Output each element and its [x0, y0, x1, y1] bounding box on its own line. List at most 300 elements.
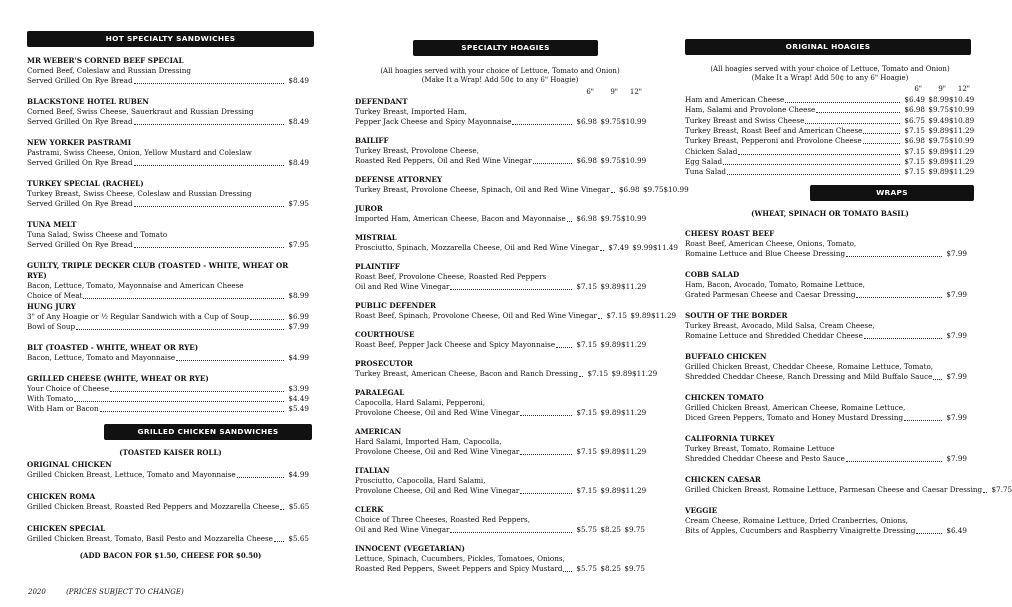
item-price: $7.95 [288, 199, 309, 208]
menu-item [27, 343, 309, 363]
item-price: $9.99 [632, 243, 653, 252]
item-text: Grilled Chicken Breast, Cheddar Cheese, Romaine Lettuce, Tomato, [685, 362, 934, 371]
item-price: $11.29 [621, 340, 647, 349]
item-price-line [27, 353, 309, 363]
item-description [355, 272, 645, 282]
leader-dots [846, 256, 942, 257]
item-text: Served Grilled On Rye Bread [27, 117, 133, 126]
item-price: $11.29 [949, 125, 975, 135]
item-price: $7.15 [904, 125, 925, 135]
menu-item [355, 388, 645, 418]
item-description [27, 148, 309, 158]
item-name: DEFENSE ATTORNEY [355, 175, 443, 184]
item-text: Shredded Cheddar Cheese and Pesto Sauce [685, 454, 845, 463]
menu-item [355, 330, 645, 350]
item-name: CALIFORNIA TURKEY [685, 434, 775, 443]
size-9: 9" [938, 85, 946, 93]
item-price-line [355, 486, 645, 496]
item-price: $5.75 [576, 525, 597, 534]
item-name: CHICKEN TOMATO [685, 393, 764, 402]
leader-dots [785, 102, 900, 103]
item-text: Diced Green Peppers, Tomato and Honey Mustard Dressing [685, 413, 904, 422]
item-text: Turkey Breast, Imported Ham, [355, 107, 467, 116]
item-text: Grilled Chicken Breast, American Cheese, Romaine Lettuce, [685, 403, 906, 412]
item-price-line [685, 485, 1012, 495]
item-text: Romaine Lettuce and Shredded Cheddar Cheese [685, 331, 863, 340]
item-description [685, 444, 967, 454]
item-text: Turkey Breast, American Cheese, Bacon and Ranch Dressing [355, 369, 579, 378]
item-text: Grilled Chicken Breast, Romaine Lettuce, Parmesan Cheese and Caesar Dressing [685, 485, 983, 494]
item-price-line [27, 158, 309, 168]
leader-dots [110, 391, 284, 392]
leader-dots [904, 420, 942, 421]
item-price: $11.29 [632, 369, 658, 378]
leader-dots [567, 221, 572, 222]
item-text: Turkey Breast, Roast Beef and American Cheese [685, 125, 863, 135]
item-price-line [355, 340, 645, 350]
item-description [685, 321, 967, 331]
item-text: Roast Beef, Provolone Cheese, Roasted Red Peppers [355, 272, 547, 281]
leader-dots [805, 123, 900, 124]
leader-dots [863, 143, 900, 144]
item-text: Roasted Red Peppers, Oil and Red Wine Vinegar [355, 156, 532, 165]
item-price: $7.15 [576, 340, 597, 349]
item-price-line [27, 76, 309, 86]
item-price: $4.49 [288, 394, 309, 403]
item-text: Grilled Chicken Breast, Lettuce, Tomato and Mayonnaise [27, 470, 236, 479]
menu-item [355, 204, 645, 224]
item-description [685, 362, 967, 372]
menu-item [685, 434, 967, 464]
specialty-note-wrap: (Make It a Wrap! Add 50¢ to any 6" Hoagie) [421, 76, 579, 84]
item-text: Provolone Cheese, Oil and Red Wine Vinegar [355, 408, 520, 417]
leader-dots [274, 541, 284, 542]
specialty-note-toppings: (All hoagies served with your choice of Lettuce, Tomato and Onion) [380, 67, 620, 75]
item-text: Served Grilled On Rye Bread [27, 76, 133, 85]
leader-dots [933, 379, 942, 380]
item-description [355, 437, 645, 447]
item-price: $9.89 [630, 311, 651, 320]
item-price: $7.15 [904, 146, 925, 156]
original-hoagie-row [685, 95, 973, 105]
item-text: Chicken Salad [685, 146, 738, 156]
item-price: $7.95 [288, 240, 309, 249]
leader-dots [76, 329, 284, 330]
item-name: SOUTH OF THE BORDER [685, 311, 788, 320]
leader-dots [100, 411, 284, 412]
item-price: $9.89 [600, 447, 621, 456]
item-text: Tuna Salad [685, 167, 727, 177]
size-6: 6" [914, 85, 922, 93]
item-price-line [685, 372, 967, 382]
leader-dots [280, 509, 284, 510]
item-text: Prosciutto, Capocolla, Hard Salami, [355, 476, 486, 485]
item-description [27, 230, 309, 240]
item-description [355, 476, 645, 486]
item-name: GRILLED CHEESE (WHITE, WHEAT OR RYE) [27, 374, 209, 383]
item-price-line [685, 454, 967, 464]
item-text: Hard Salami, Imported Ham, Capocolla, [355, 437, 502, 446]
item-name: COBB SALAD [685, 270, 740, 279]
item-price-line [27, 240, 309, 250]
item-text: Your Choice of Cheese [27, 384, 109, 393]
item-price: $7.15 [576, 408, 597, 417]
item-price-line [355, 311, 677, 321]
size-12: 12" [957, 85, 970, 93]
item-name: PARALEGAL [355, 388, 405, 397]
leader-dots [134, 165, 284, 166]
item-price: $4.99 [288, 353, 309, 362]
leader-dots [598, 318, 602, 319]
item-price: $5.49 [288, 404, 309, 413]
original-hoagie-row [685, 147, 973, 157]
item-name: VEGGIE [685, 506, 718, 515]
original-hoagie-row [685, 136, 973, 146]
leader-dots [450, 532, 572, 533]
item-price-line [355, 564, 645, 574]
original-note-wrap: (Make It a Wrap! Add 50¢ to any 6" Hoagie) [751, 74, 909, 82]
original-hoagie-row [685, 167, 973, 177]
footer-notice: (PRICES SUBJECT TO CHANGE) [66, 588, 184, 596]
item-description [355, 107, 645, 117]
item-price: $11.29 [621, 282, 647, 291]
original-size-header [898, 84, 970, 94]
item-text: Turkey Breast, Swiss Cheese, Coleslaw and Russian Dressing [27, 189, 252, 198]
leader-dots [533, 163, 572, 164]
item-price-line [355, 282, 645, 292]
item-text: Shredded Cheddar Cheese, Ranch Dressing and Mild Buffalo Sauce [685, 372, 933, 381]
item-price: $9.75 [642, 185, 664, 194]
item-price-line [355, 117, 645, 127]
item-text: Pepper Jack Cheese and Spicy Mayonnaise [355, 117, 512, 126]
item-text: With Ham or Bacon [27, 404, 99, 413]
item-price: $8.49 [288, 158, 309, 167]
leader-dots [74, 401, 284, 402]
item-price: $9.75 [600, 117, 621, 126]
item-price: $7.49 [608, 243, 629, 252]
item-price: $7.99 [288, 322, 309, 331]
item-text: Egg Salad [685, 156, 723, 166]
item-name: BAILIFF [355, 136, 389, 145]
leader-dots [738, 154, 900, 155]
menu-item [27, 179, 309, 209]
item-name: PLAINTIFF [355, 262, 400, 271]
item-text: Grilled Chicken Breast, Tomato, Basil Pesto and Mozzarella Cheese [27, 534, 273, 543]
item-price: $9.89 [611, 369, 633, 378]
menu-item [27, 220, 309, 250]
item-price: $7.75 [991, 485, 1012, 494]
item-name: ORIGINAL CHICKEN [27, 460, 112, 469]
item-price: $10.99 [949, 136, 975, 146]
item-price: $6.98 [904, 136, 925, 146]
item-name: GUILTY, TRIPLE DECKER CLUB (TOASTED - WHITE, WHEAT OR RYE) [27, 261, 289, 280]
menu-item [355, 427, 645, 457]
menu-item [355, 233, 679, 253]
item-price: $9.49 [928, 115, 949, 125]
menu-item [27, 97, 309, 127]
leader-dots [863, 133, 900, 134]
item-price: $11.29 [949, 167, 975, 177]
leader-dots [134, 247, 284, 248]
item-text: Corned Beef, Coleslaw and Russian Dressing [27, 66, 191, 75]
item-text: Turkey Breast, Pepperoni and Provolone Cheese [685, 136, 862, 146]
item-price: $7.15 [576, 447, 597, 456]
item-description [27, 66, 309, 76]
item-description [27, 107, 309, 117]
leader-dots [134, 206, 284, 207]
item-text: Served Grilled On Rye Bread [27, 240, 133, 249]
menu-item [27, 302, 309, 332]
item-price: $7.15 [904, 156, 925, 166]
item-price-line [27, 291, 309, 301]
item-price: $9.89 [600, 340, 621, 349]
item-price-line [685, 290, 967, 300]
addon-note: (ADD BACON FOR $1.50, CHEESE FOR $0.50) [79, 551, 262, 560]
menu-item [355, 301, 677, 321]
item-price-line [685, 413, 967, 423]
item-name: MR WEBER'S CORNED BEEF SPECIAL [27, 56, 184, 65]
menu-item [355, 359, 658, 379]
item-description [355, 554, 645, 564]
item-price: $5.75 [576, 564, 597, 573]
item-text: Romaine Lettuce and Blue Cheese Dressing [685, 249, 846, 258]
item-price: $11.29 [621, 447, 647, 456]
item-price: $10.99 [663, 185, 689, 194]
item-text: Provolone Cheese, Oil and Red Wine Vinegar [355, 447, 520, 456]
item-text: Turkey Breast, Provolone Cheese, Spinach, Oil and Red Wine Vinegar [355, 185, 610, 194]
menu-item [685, 352, 967, 382]
leader-dots [983, 492, 987, 493]
leader-dots [600, 250, 604, 251]
item-name: BLT (TOASTED - WHITE, WHEAT OR RYE) [27, 343, 199, 352]
item-description [355, 515, 645, 525]
menu-item [355, 505, 645, 535]
menu-item [355, 544, 645, 574]
original-hoagie-row [685, 157, 973, 167]
item-text: Bacon, Lettuce, Tomato and Mayonnaise [27, 353, 176, 362]
leader-dots [520, 415, 572, 416]
item-price-line [355, 369, 658, 379]
item-text: Roast Beef, American Cheese, Onions, Tomato, [685, 239, 857, 248]
item-price: $10.99 [949, 105, 975, 115]
item-price: $7.99 [946, 454, 967, 463]
item-price: $10.49 [949, 95, 975, 104]
item-price-line [355, 214, 645, 224]
item-price-line [27, 312, 309, 322]
item-price: $8.49 [288, 117, 309, 126]
item-price: $10.99 [621, 117, 647, 126]
wraps-banner: WRAPS [810, 185, 974, 201]
leader-dots [176, 360, 284, 361]
menu-item [27, 524, 309, 544]
footer-year: 2020 [28, 588, 46, 596]
item-price: $11.29 [949, 146, 975, 156]
item-price: $7.99 [946, 413, 967, 422]
item-name: INNOCENT (VEGETARIAN) [355, 544, 465, 553]
item-price: $7.99 [946, 249, 967, 258]
item-price: $3.99 [288, 384, 309, 393]
item-description [27, 281, 309, 291]
item-description [685, 403, 967, 413]
item-text: Ham and American Cheese [685, 95, 785, 104]
item-text: Lettuce, Spinach, Cucumbers, Pickles, Tomatoes, Onions, [355, 554, 565, 563]
item-price: $9.89 [928, 146, 949, 156]
item-name: MISTRIAL [355, 233, 397, 242]
item-name: CHICKEN CAESAR [685, 475, 761, 484]
leader-dots [520, 493, 572, 494]
item-price: $11.49 [652, 243, 679, 252]
item-price-line [355, 185, 689, 195]
item-price: $9.89 [600, 282, 621, 291]
item-text: 3" of Any Hoagie or ½ Regular Sandwich with a Cup of Soup [27, 312, 249, 321]
item-price-line [27, 394, 309, 404]
item-name: PUBLIC DEFENDER [355, 301, 436, 310]
size-6: 6" [586, 88, 594, 96]
leader-dots [727, 174, 900, 175]
item-name: PROSECUTOR [355, 359, 413, 368]
menu-item [685, 311, 967, 341]
item-description [685, 239, 967, 249]
item-price: $10.89 [949, 115, 975, 125]
leader-dots [816, 112, 900, 113]
leader-dots [864, 338, 942, 339]
menu-item [27, 138, 309, 168]
item-text: Roast Beef, Spinach, Provolone Cheese, Oil and Red Wine Vinegar [355, 311, 597, 320]
item-price: $7.99 [946, 372, 967, 381]
item-price: $6.98 [576, 214, 597, 223]
menu-item [27, 492, 309, 512]
original-note-toppings: (All hoagies served with your choice of Lettuce, Tomato and Onion) [710, 65, 950, 73]
item-text: Provolone Cheese, Oil and Red Wine Vinegar [355, 486, 520, 495]
footer [28, 587, 202, 597]
item-price: $11.29 [621, 408, 647, 417]
item-name: AMERICAN [355, 427, 402, 436]
item-price: $11.29 [621, 486, 647, 495]
item-text: Bowl of Soup [27, 322, 76, 331]
wraps-note: (WHEAT, SPINACH OR TOMATO BASIL) [751, 209, 909, 218]
item-text: Pastrami, Swiss Cheese, Onion, Yellow Mustard and Coleslaw [27, 148, 252, 157]
item-price-line [27, 384, 309, 394]
item-price: $6.98 [576, 156, 597, 165]
leader-dots [856, 297, 942, 298]
item-price: $7.15 [576, 282, 597, 291]
item-price-line [355, 525, 645, 535]
original-hoagie-row [685, 126, 973, 136]
leader-dots [450, 289, 572, 290]
item-text: With Tomato [27, 394, 74, 403]
size-9: 9" [610, 88, 618, 96]
item-text: Choice of Meat [27, 291, 83, 300]
item-price-line [685, 526, 967, 536]
menu-item [27, 56, 309, 86]
item-description [27, 189, 309, 199]
item-price-line [27, 502, 309, 512]
item-text: Prosciutto, Spinach, Mozzarella Cheese, Oil and Red Wine Vinegar [355, 243, 599, 252]
item-price: $9.75 [600, 214, 621, 223]
menu-item [27, 460, 309, 480]
item-price: $9.89 [600, 486, 621, 495]
item-price: $7.15 [904, 167, 925, 177]
leader-dots [556, 347, 572, 348]
item-name: CLERK [355, 505, 384, 514]
item-price: $8.49 [288, 76, 309, 85]
item-text: Choice of Three Cheeses, Roasted Red Peppers, [355, 515, 530, 524]
menu-item [685, 229, 967, 259]
menu-item [685, 270, 967, 300]
item-price-line [27, 404, 309, 414]
item-text: Roasted Red Peppers, Sweet Peppers and Spicy Mustard [355, 564, 563, 573]
leader-dots [563, 571, 572, 572]
item-price-line [685, 249, 967, 259]
item-price: $9.75 [928, 136, 949, 146]
leader-dots [579, 376, 583, 377]
item-text: Cream Cheese, Romaine Lettuce, Dried Cranberries, Onions, [685, 516, 909, 525]
item-price: $9.89 [928, 156, 949, 166]
item-text: Ham, Salami and Provolone Cheese [685, 105, 816, 115]
menu-item [685, 506, 967, 536]
item-price: $9.75 [600, 156, 621, 165]
item-name: BLACKSTONE HOTEL RUBEN [27, 97, 149, 106]
leader-dots [846, 461, 942, 462]
item-name: BUFFALO CHICKEN [685, 352, 767, 361]
item-price: $7.99 [946, 290, 967, 299]
leader-dots [611, 192, 615, 193]
item-text: Imported Ham, American Cheese, Bacon and Mayonnaise [355, 214, 566, 223]
menu-item [355, 262, 645, 292]
item-price: $6.49 [946, 526, 967, 535]
item-price: $10.99 [621, 156, 647, 165]
item-name: DEFENDANT [355, 97, 408, 106]
item-text: Turkey Breast, Provolone Cheese, [355, 146, 479, 155]
item-price: $8.25 [600, 525, 621, 534]
item-price: $7.15 [587, 369, 609, 378]
item-price: $6.75 [904, 115, 925, 125]
item-price: $5.65 [288, 502, 310, 511]
menu-item [27, 374, 309, 414]
item-text: Grated Parmesan Cheese and Caesar Dressing [685, 290, 856, 299]
item-name: NEW YORKER PASTRAMI [27, 138, 132, 147]
leader-dots [134, 124, 284, 125]
item-price: $8.99 [928, 95, 949, 104]
item-text: Turkey Breast and Swiss Cheese [685, 115, 805, 125]
item-price-line [27, 199, 309, 209]
item-text: Turkey Breast, Tomato, Romaine Lettuce [685, 444, 835, 453]
item-description [685, 280, 967, 290]
leader-dots [512, 124, 572, 125]
leader-dots [237, 477, 284, 478]
item-price: $6.98 [576, 117, 597, 126]
menu-item [355, 97, 645, 127]
item-price: $8.99 [288, 291, 309, 300]
item-name: COURTHOUSE [355, 330, 415, 339]
leader-dots [916, 533, 942, 534]
item-name: TUNA MELT [27, 220, 77, 229]
item-text: Corned Beef, Swiss Cheese, Sauerkraut and Russian Dressing [27, 107, 254, 116]
item-text: Oil and Red Wine Vinegar [355, 282, 450, 291]
item-price: $6.49 [904, 95, 925, 104]
item-description [355, 398, 645, 408]
item-text: Grilled Chicken Breast, Roasted Red Peppers and Mozzarella Cheese [27, 502, 280, 511]
leader-dots [83, 298, 284, 299]
item-text: Served Grilled On Rye Bread [27, 158, 133, 167]
item-price: $9.75 [624, 525, 645, 534]
item-description [355, 146, 645, 156]
item-price: $10.99 [621, 214, 647, 223]
size-12: 12" [629, 88, 642, 96]
item-price: $5.65 [288, 534, 309, 543]
menu-item [355, 175, 689, 195]
item-price: $7.15 [606, 311, 627, 320]
